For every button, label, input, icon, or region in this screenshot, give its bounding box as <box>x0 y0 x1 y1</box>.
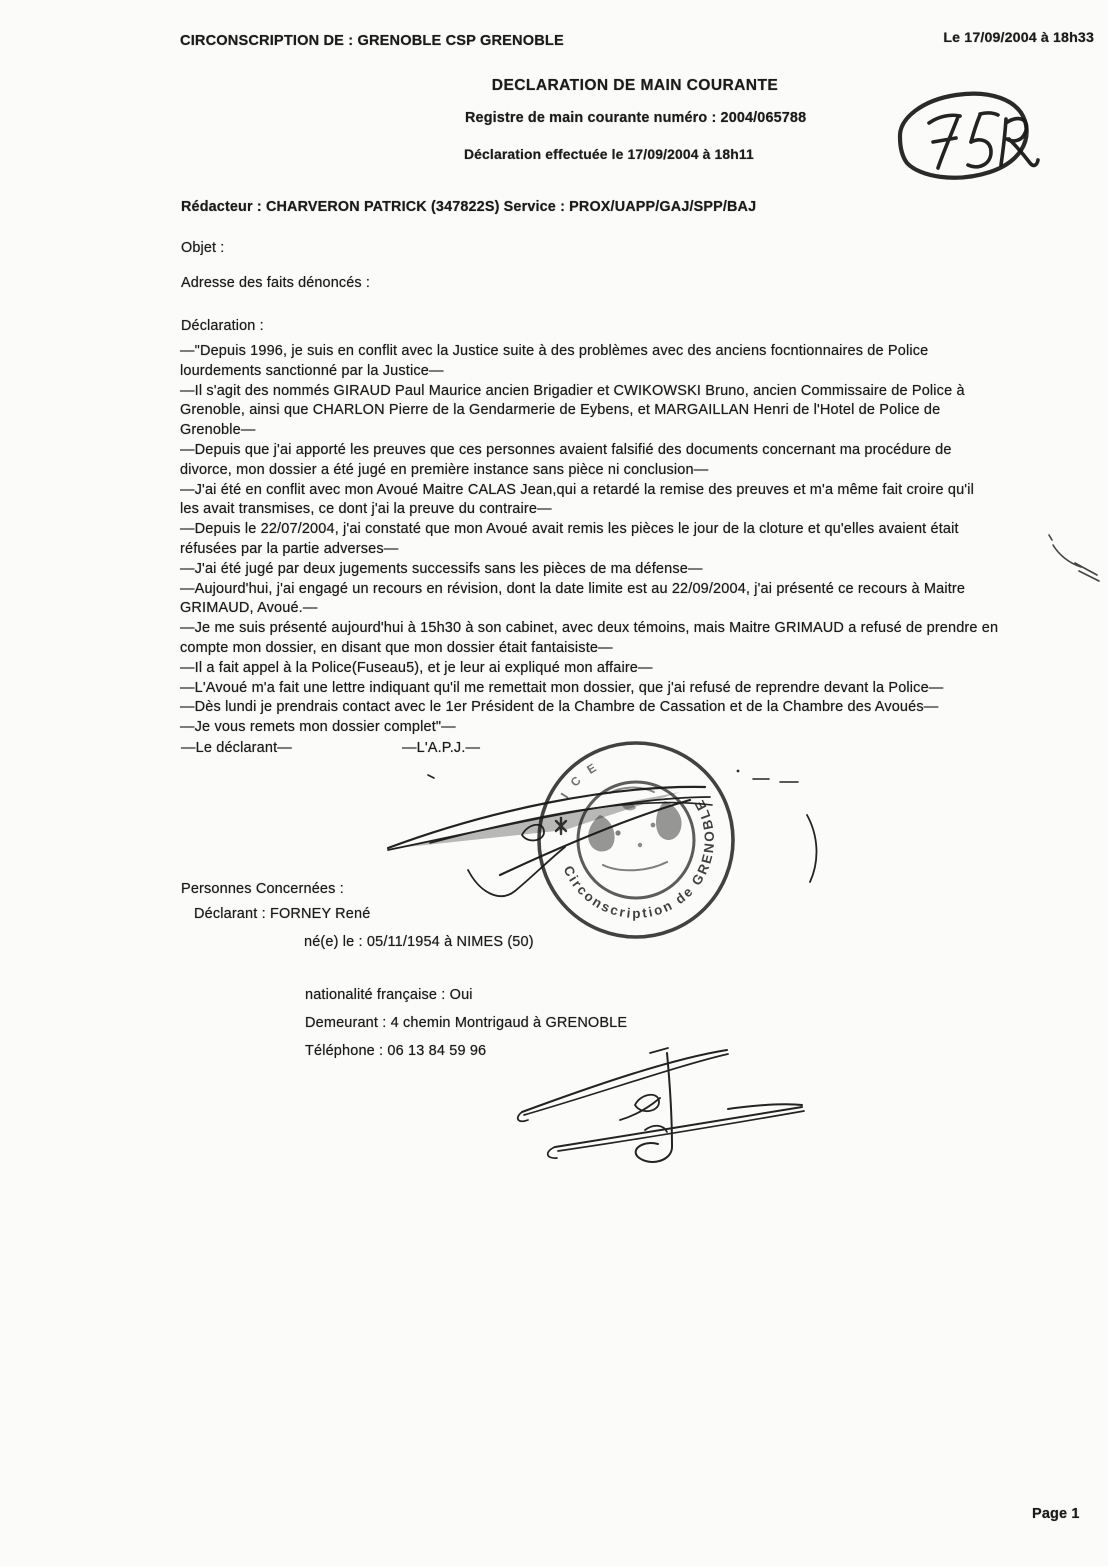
declaration-line: —Je vous remets mon dossier complet"— <box>180 719 456 736</box>
declaration-label: Déclaration : <box>181 318 264 334</box>
declarant-signature <box>470 1035 970 1175</box>
declaration-line: —Depuis que j'ai apporté les preuves que ces personnes avaient falsifié des documents concernant ma procédure de <box>180 441 952 458</box>
redacteur-service-line: Rédacteur : CHARVERON PATRICK (347822S) Service : PROX/UAPP/GAJ/SPP/BAJ <box>181 199 757 215</box>
declaration-body <box>180 342 1080 738</box>
document-title: DECLARATION DE MAIN COURANTE <box>491 77 779 94</box>
declaration-line: Grenoble, ainsi que CHARLON Pierre de la Gendarmerie de Eybens, et MARGAILLAN Henri de l'Hotel de Police de <box>180 402 941 419</box>
declaration-line: lourdements sanctionné par la Justice— <box>180 362 444 379</box>
declaration-datetime-line: Déclaration effectuée le 17/09/2004 à 18h11 <box>464 146 754 162</box>
declaration-line: GRIMAUD, Avoué.— <box>180 600 318 617</box>
handwritten-75r-strokes <box>929 113 1038 168</box>
declaration-line: —Dès lundi je prendrais contact avec le 1er Président de la Chambre de Cassation et de la Chambre des Avoués— <box>180 699 939 716</box>
registre-number-line: Registre de main courante numéro : 2004/065788 <box>465 110 807 126</box>
declarant-signature-label: —Le déclarant— <box>181 740 292 756</box>
declaration-line: —Depuis le 22/07/2004, j'ai constaté que mon Avoué avait remis les pièces le jour de la cloture et qu'elles avaient était <box>180 521 959 538</box>
stamp-top-text: ICE <box>557 760 599 801</box>
declaration-line: —Il s'agit des nommés GIRAUD Paul Maurice ancien Brigadier et CWIKOWSKI Bruno, ancien Commissaire de Police à <box>180 382 965 399</box>
apj-signature-label: —L'A.P.J.— <box>402 740 481 756</box>
birth-line: né(e) le : 05/11/1954 à NIMES (50) <box>304 934 534 950</box>
declaration-line: —"Depuis 1996, je suis en conflit avec la Justice suite à des problèmes avec des anciens focntionnaires de Police <box>180 343 929 359</box>
adresse-faits-label: Adresse des faits dénoncés : <box>181 275 370 291</box>
objet-label: Objet : <box>181 240 225 256</box>
stamp-emblem <box>588 788 681 871</box>
declaration-line: —Il a fait appel à la Police(Fuseau5), et je leur ai expliqué mon affaire— <box>180 659 653 676</box>
declarant-name-line: Déclarant : FORNEY René <box>194 906 371 922</box>
stamp-arc-text: Circonscription de GRENOBLE <box>560 797 718 921</box>
declaration-line: —J'ai été en conflit avec mon Avoué Maitre CALAS Jean,qui a retardé la remise des preuves et m'a même fait croire qu'il <box>180 481 974 498</box>
circonscription-header: CIRCONSCRIPTION DE : GRENOBLE CSP GRENOBLE <box>180 33 564 49</box>
official-stamp <box>360 735 860 950</box>
declaration-line: —Aujourd'hui, j'ai engagé un recours en révision, dont la date limite est au 22/09/2004, j'ai présenté ce recours à Maitre <box>180 580 966 597</box>
page-number: Page 1 <box>1032 1506 1080 1522</box>
declaration-line: divorce, mon dossier a été jugé en première instance sans pièce ni conclusion— <box>180 461 709 478</box>
personnes-concernees-label: Personnes Concernées : <box>181 881 344 897</box>
pen-mark <box>1035 525 1105 585</box>
declaration-line: —L'Avoué m'a fait une lettre indiquant qu'il me remettait mon dossier, que j'ai refusé de reprendre devant la Police— <box>180 679 944 696</box>
address-line: Demeurant : 4 chemin Montrigaud à GRENOBLE <box>305 1015 628 1031</box>
declaration-line: compte mon dossier, en disant que mon dossier était fantaisiste— <box>180 639 613 656</box>
declaration-line: —Je me suis présenté aujourd'hui à 15h30 à son cabinet, avec deux témoins, mais Maitre GRIMAUD a refusé de prendre en <box>180 620 999 637</box>
phone-line: Téléphone : 06 13 84 59 96 <box>305 1043 487 1059</box>
declaration-line: réfusées par la partie adverses— <box>180 540 399 557</box>
declaration-line: Grenoble— <box>180 422 256 439</box>
nationality-line: nationalité française : Oui <box>305 987 473 1003</box>
handwritten-ref-75r <box>893 85 1043 185</box>
declaration-line: —J'ai été jugé par deux jugements successifs sans les pièces de ma défense— <box>180 560 703 577</box>
print-datetime: Le 17/09/2004 à 18h33 <box>943 30 1094 46</box>
declaration-line: les avait transmises, ce dont j'ai la preuve du contraire— <box>180 501 552 518</box>
